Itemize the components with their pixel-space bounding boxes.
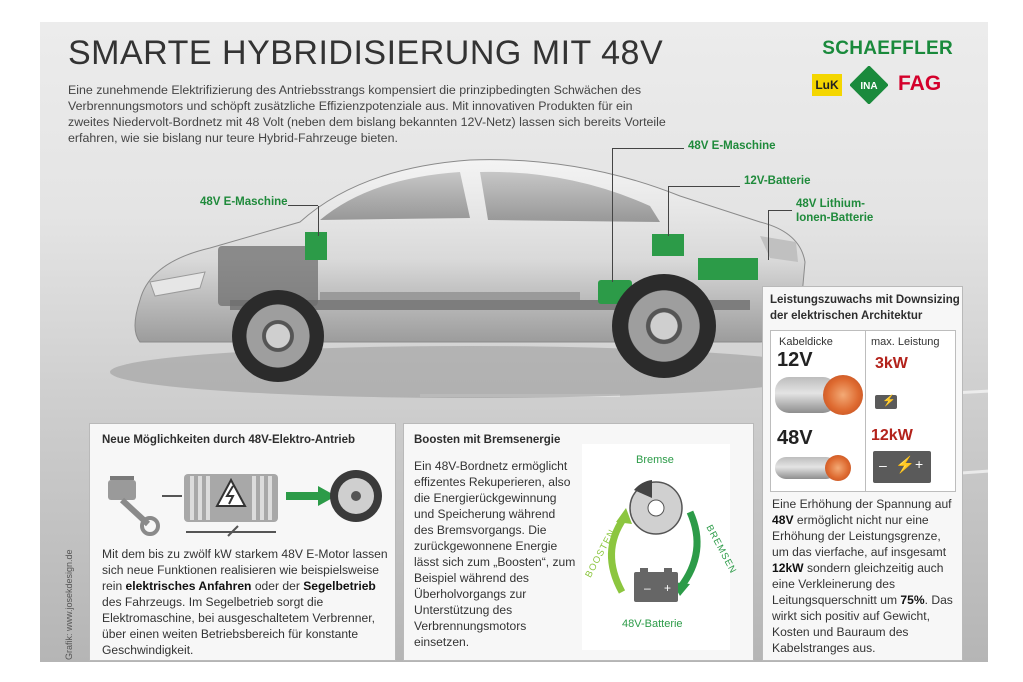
small-battery-icon: ⚡ <box>875 395 897 409</box>
panel-power-gain-text: Eine Erhöhung der Spannung auf 48V ermöglicht nicht nur eine Erhöhung der Leistungsgrenze, um das vierfache, auf insgesamt 12kW sondern gleichzeitig auch eine Verkleinerung des Leitungsquerschnitt um 75%. Das wirkt sich positiv auf Gewicht, Kosten und Bauraum des Kabelstranges aus. <box>772 497 953 655</box>
voltage-12v: 12V <box>777 349 813 371</box>
brand-logos <box>812 66 954 106</box>
panel-power-gain-title-line1: Leistungszuwachs mit Downsizing <box>770 294 960 306</box>
cable-48v-end-icon <box>825 455 851 481</box>
brake-label: Bremse <box>636 454 674 466</box>
battery-icon <box>634 568 678 602</box>
callout-line <box>768 210 792 211</box>
piston-icon <box>108 476 158 534</box>
front-wheel <box>232 290 324 382</box>
braking-label: BREMSEN <box>703 523 739 576</box>
recuperation-diagram <box>582 444 739 650</box>
callout-line <box>318 206 319 236</box>
label-front-e-machine: 48V E-Maschine <box>200 196 288 208</box>
panel-new-possibilities-title: Neue Möglichkeiten durch 48V-Elektro-Antrieb <box>102 434 356 446</box>
callout-line <box>288 205 318 206</box>
voltage-48v: 48V <box>777 427 813 449</box>
rear-wheel <box>612 274 716 378</box>
schaeffler-logo: SCHAEFFLER <box>822 38 953 59</box>
cable-12v-end-icon <box>823 375 863 415</box>
intro-text: Eine zunehmende Elektrifizierung des Antriebsstrangs kompensiert die prinzipbedingten Schwächen des Verbrennungsmotors und schöpft zusätzliche Effizienzpotenziale aus. Mit innovativen Produkten für ein zweites Niedervolt-Bordnetz mit 48 Volt (neben dem bislang bekannten 12V-Netz) lassen sich bereits Vorteile erfahren, wie sie bislang nur teure Hybrid-Fahrzeuge bieten. <box>68 83 666 145</box>
panel-boost-text: Ein 48V-Bordnetz ermöglicht effizentes Rekuperieren, also die Energierückgewinnung und Speicherung während des Bremsvorgangs. Die zurückgewonnene Energie lässt sich zum „Boosten“, zum Beispiel während des Überholvorgangs zur Unterstützung des Verbrennungsmotors einsetzen. <box>414 459 576 649</box>
electric-motor-icon <box>184 474 278 522</box>
comparison-table <box>770 330 956 492</box>
panel-new-possibilities-text: Mit dem bis zu zwölf kW starkem 48V E-Motor lassen sich neue Funktionen realisieren wie beispielsweise rein elektrisches Anfahren oder der Segelbetrieb des Fahrzeugs. Im Segelbetrieb sorgt die Elektromaschine, bei ausgeschaltetem Verbrenner, über einen weiten Betriebsbereich für konstante Geschwindigkeit. <box>102 547 388 657</box>
label-li-ion-line1: 48V Lithium- <box>796 198 866 210</box>
col-max-power: max. Leistung <box>871 336 940 348</box>
luk-logo: LuK <box>812 74 842 96</box>
label-12v-battery: 12V-Batterie <box>744 175 811 187</box>
panel-power-gain-title-line2: der elektrischen Architektur <box>770 310 923 322</box>
drive-diagram <box>100 458 390 540</box>
callout-line <box>668 186 740 187</box>
boost-label: BOOSTEN <box>583 527 619 580</box>
callout-line <box>612 148 613 282</box>
battery-label: 48V-Batterie <box>622 618 683 630</box>
label-li-ion-battery <box>796 197 873 225</box>
col-cable-thickness: Kabeldicke <box>779 336 833 348</box>
fag-logo: FAG <box>898 72 942 95</box>
ina-logo <box>850 66 888 104</box>
callout-line <box>612 148 684 149</box>
svg-text:–: – <box>644 581 651 595</box>
svg-text:+: + <box>664 581 672 595</box>
panel-boost-title: Boosten mit Bremsenergie <box>414 434 561 446</box>
callout-line <box>768 210 769 260</box>
panel-power-gain-title <box>770 292 960 324</box>
wheel-icon <box>330 470 382 522</box>
page-title: SMARTE HYBRIDISIERUNG MIT 48V <box>68 34 664 72</box>
power-3kw: 3kW <box>875 355 908 372</box>
power-12kw: 12kW <box>871 427 913 444</box>
ina-logo-text: INA <box>860 81 878 92</box>
label-rear-e-machine: 48V E-Maschine <box>688 140 776 152</box>
label-li-ion-line2: Ionen-Batterie <box>796 212 874 224</box>
callout-line <box>668 186 669 236</box>
graphic-credit: Grafik: www.josekdesign.de <box>64 549 74 660</box>
large-battery-icon: – ⚡ + <box>873 451 931 483</box>
